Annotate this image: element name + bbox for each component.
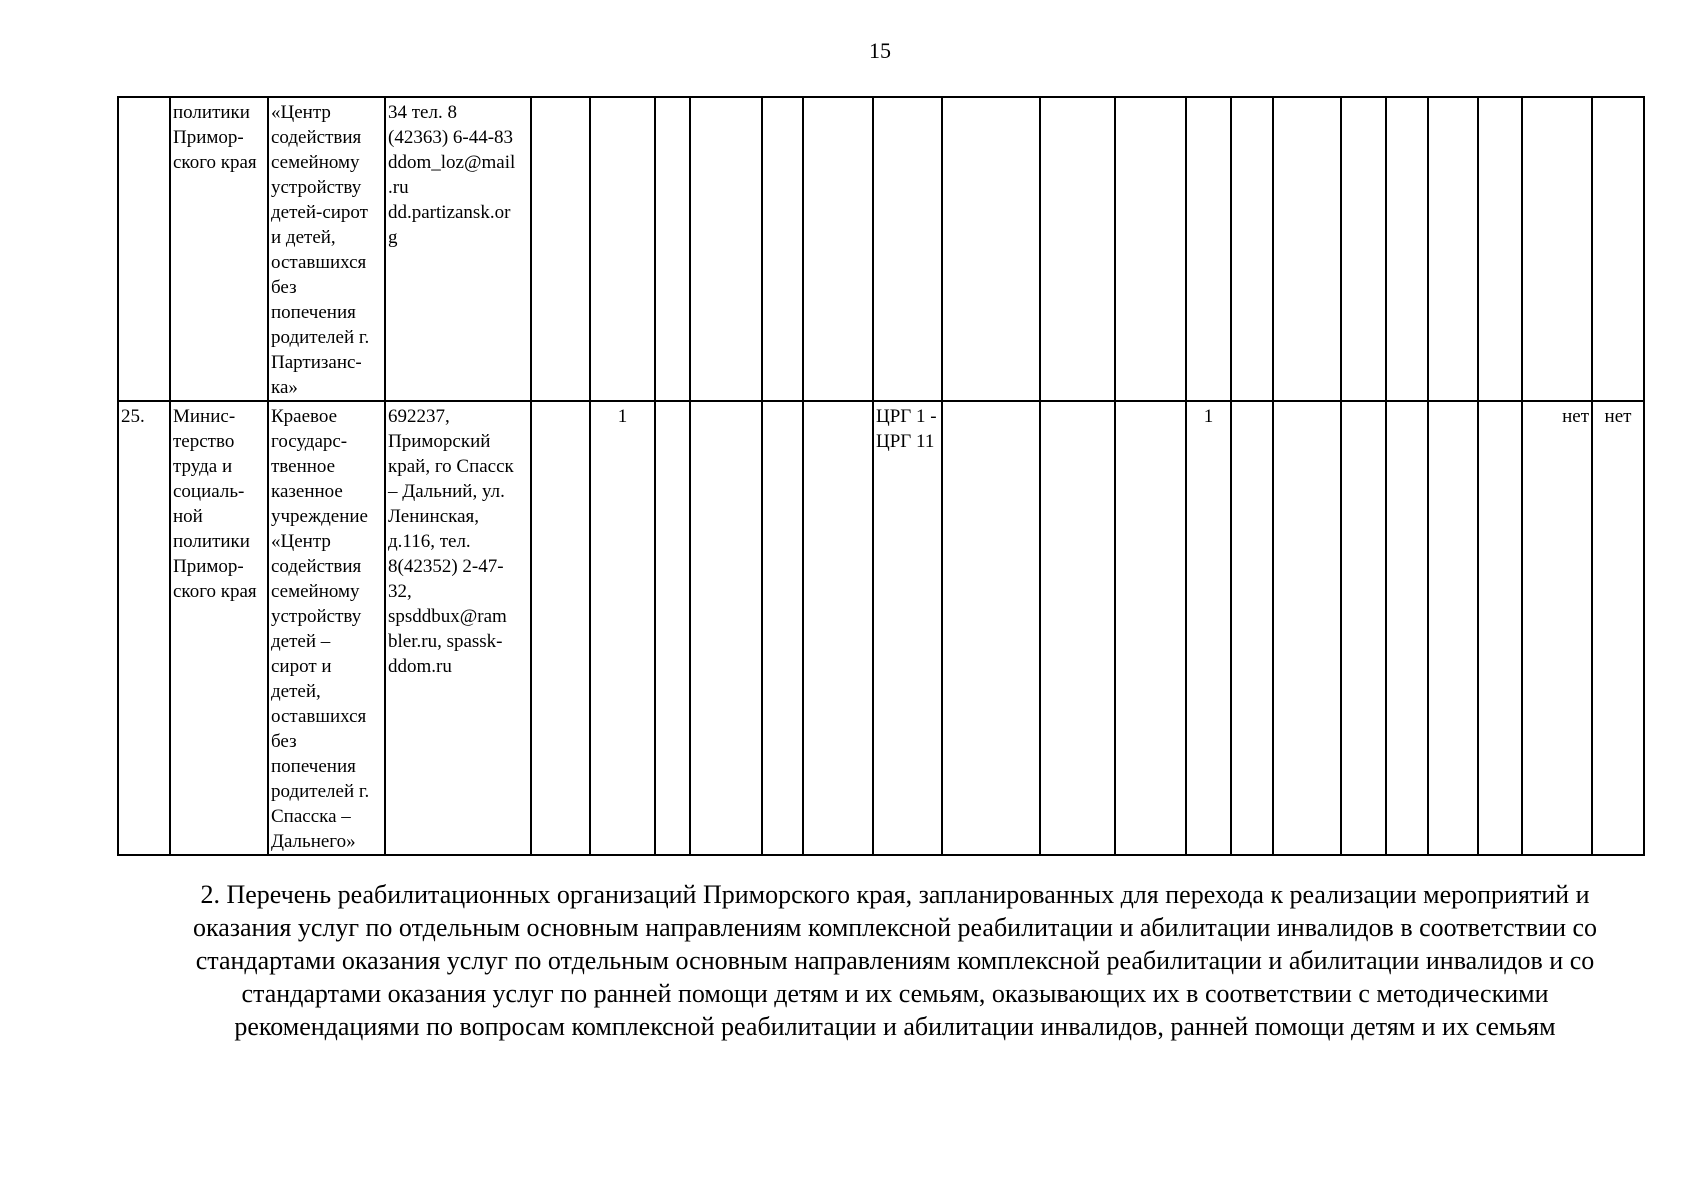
cell [690, 97, 762, 401]
cell [942, 97, 1040, 401]
cell [1428, 97, 1478, 401]
cell [655, 97, 690, 401]
cell [1040, 401, 1115, 855]
cell [803, 401, 873, 855]
cell [531, 401, 590, 855]
cell [1115, 97, 1186, 401]
organizations-table [117, 96, 1645, 856]
cell-answer: нет [1522, 401, 1592, 855]
cell [1341, 401, 1386, 855]
cell [1186, 97, 1231, 401]
cell [1478, 97, 1522, 401]
cell [590, 97, 655, 401]
cell-answer: нет [1592, 401, 1644, 855]
cell-ministry: Минис- терство труда и социаль- ной политики Примор- ского края [170, 401, 268, 855]
cell-ministry: политики Примор- ского края [170, 97, 268, 401]
cell [690, 401, 762, 855]
cell [1231, 97, 1273, 401]
cell-institution: Краевое государс- твенное казенное учреждение «Центр содействия семейному устройству детей – сирот и детей, оставшихся без попечения родителей г. Спасска – Дальнего» [268, 401, 385, 855]
cell [873, 97, 942, 401]
cell-institution: «Центр содействия семейному устройству детей-сирот и детей, оставшихся без попечения родителей г. Партизанс- ка» [268, 97, 385, 401]
cell [1522, 97, 1592, 401]
cell-target-groups: ЦРГ 1 - ЦРГ 11 [873, 401, 942, 855]
cell [655, 401, 690, 855]
cell-contacts: 692237, Приморский край, го Спасск – Дальний, ул. Ленинская, д.116, тел. 8(42352) 2-47- 32, spsddbux@ram bler.ru, spassk- ddom.ru [385, 401, 531, 855]
table-row [118, 97, 1644, 401]
cell [1273, 97, 1341, 401]
cell-contacts: 34 тел. 8 (42363) 6-44-83 ddom_loz@mail .ru dd.partizansk.or g [385, 97, 531, 401]
cell [1040, 97, 1115, 401]
cell [942, 401, 1040, 855]
table-row [118, 401, 1644, 855]
cell [762, 401, 803, 855]
cell [1341, 97, 1386, 401]
cell [1231, 401, 1273, 855]
cell [1428, 401, 1478, 855]
cell [1115, 401, 1186, 855]
cell [1478, 401, 1522, 855]
section-heading: 2. Перечень реабилитационных организаций Приморского края, запланированных для перехода к реализации мероприятий и оказания услуг по отдельным основным направлениям комплексной реабилитации и абилитации инвалидов в соответствии со стандартами оказания услуг по отдельным основным направлениям комплексной реабилитации и абилитации инвалидов и со стандартами оказания услуг по ранней помощи детям и их семьям, оказывающих их в соответствии с методическими рекомендациями по вопросам комплексной реабилитации и абилитации инвалидов, ранней помощи детям и их семьям [192, 880, 1598, 1041]
cell [531, 97, 590, 401]
cell [1386, 401, 1428, 855]
cell [1386, 97, 1428, 401]
cell [762, 97, 803, 401]
cell-num [118, 97, 170, 401]
cell [1592, 97, 1644, 401]
cell [803, 97, 873, 401]
cell [1273, 401, 1341, 855]
cell-num: 25. [118, 401, 170, 855]
cell-count: 1 [1186, 401, 1231, 855]
cell-count: 1 [590, 401, 655, 855]
page-number: 15 [869, 38, 891, 63]
